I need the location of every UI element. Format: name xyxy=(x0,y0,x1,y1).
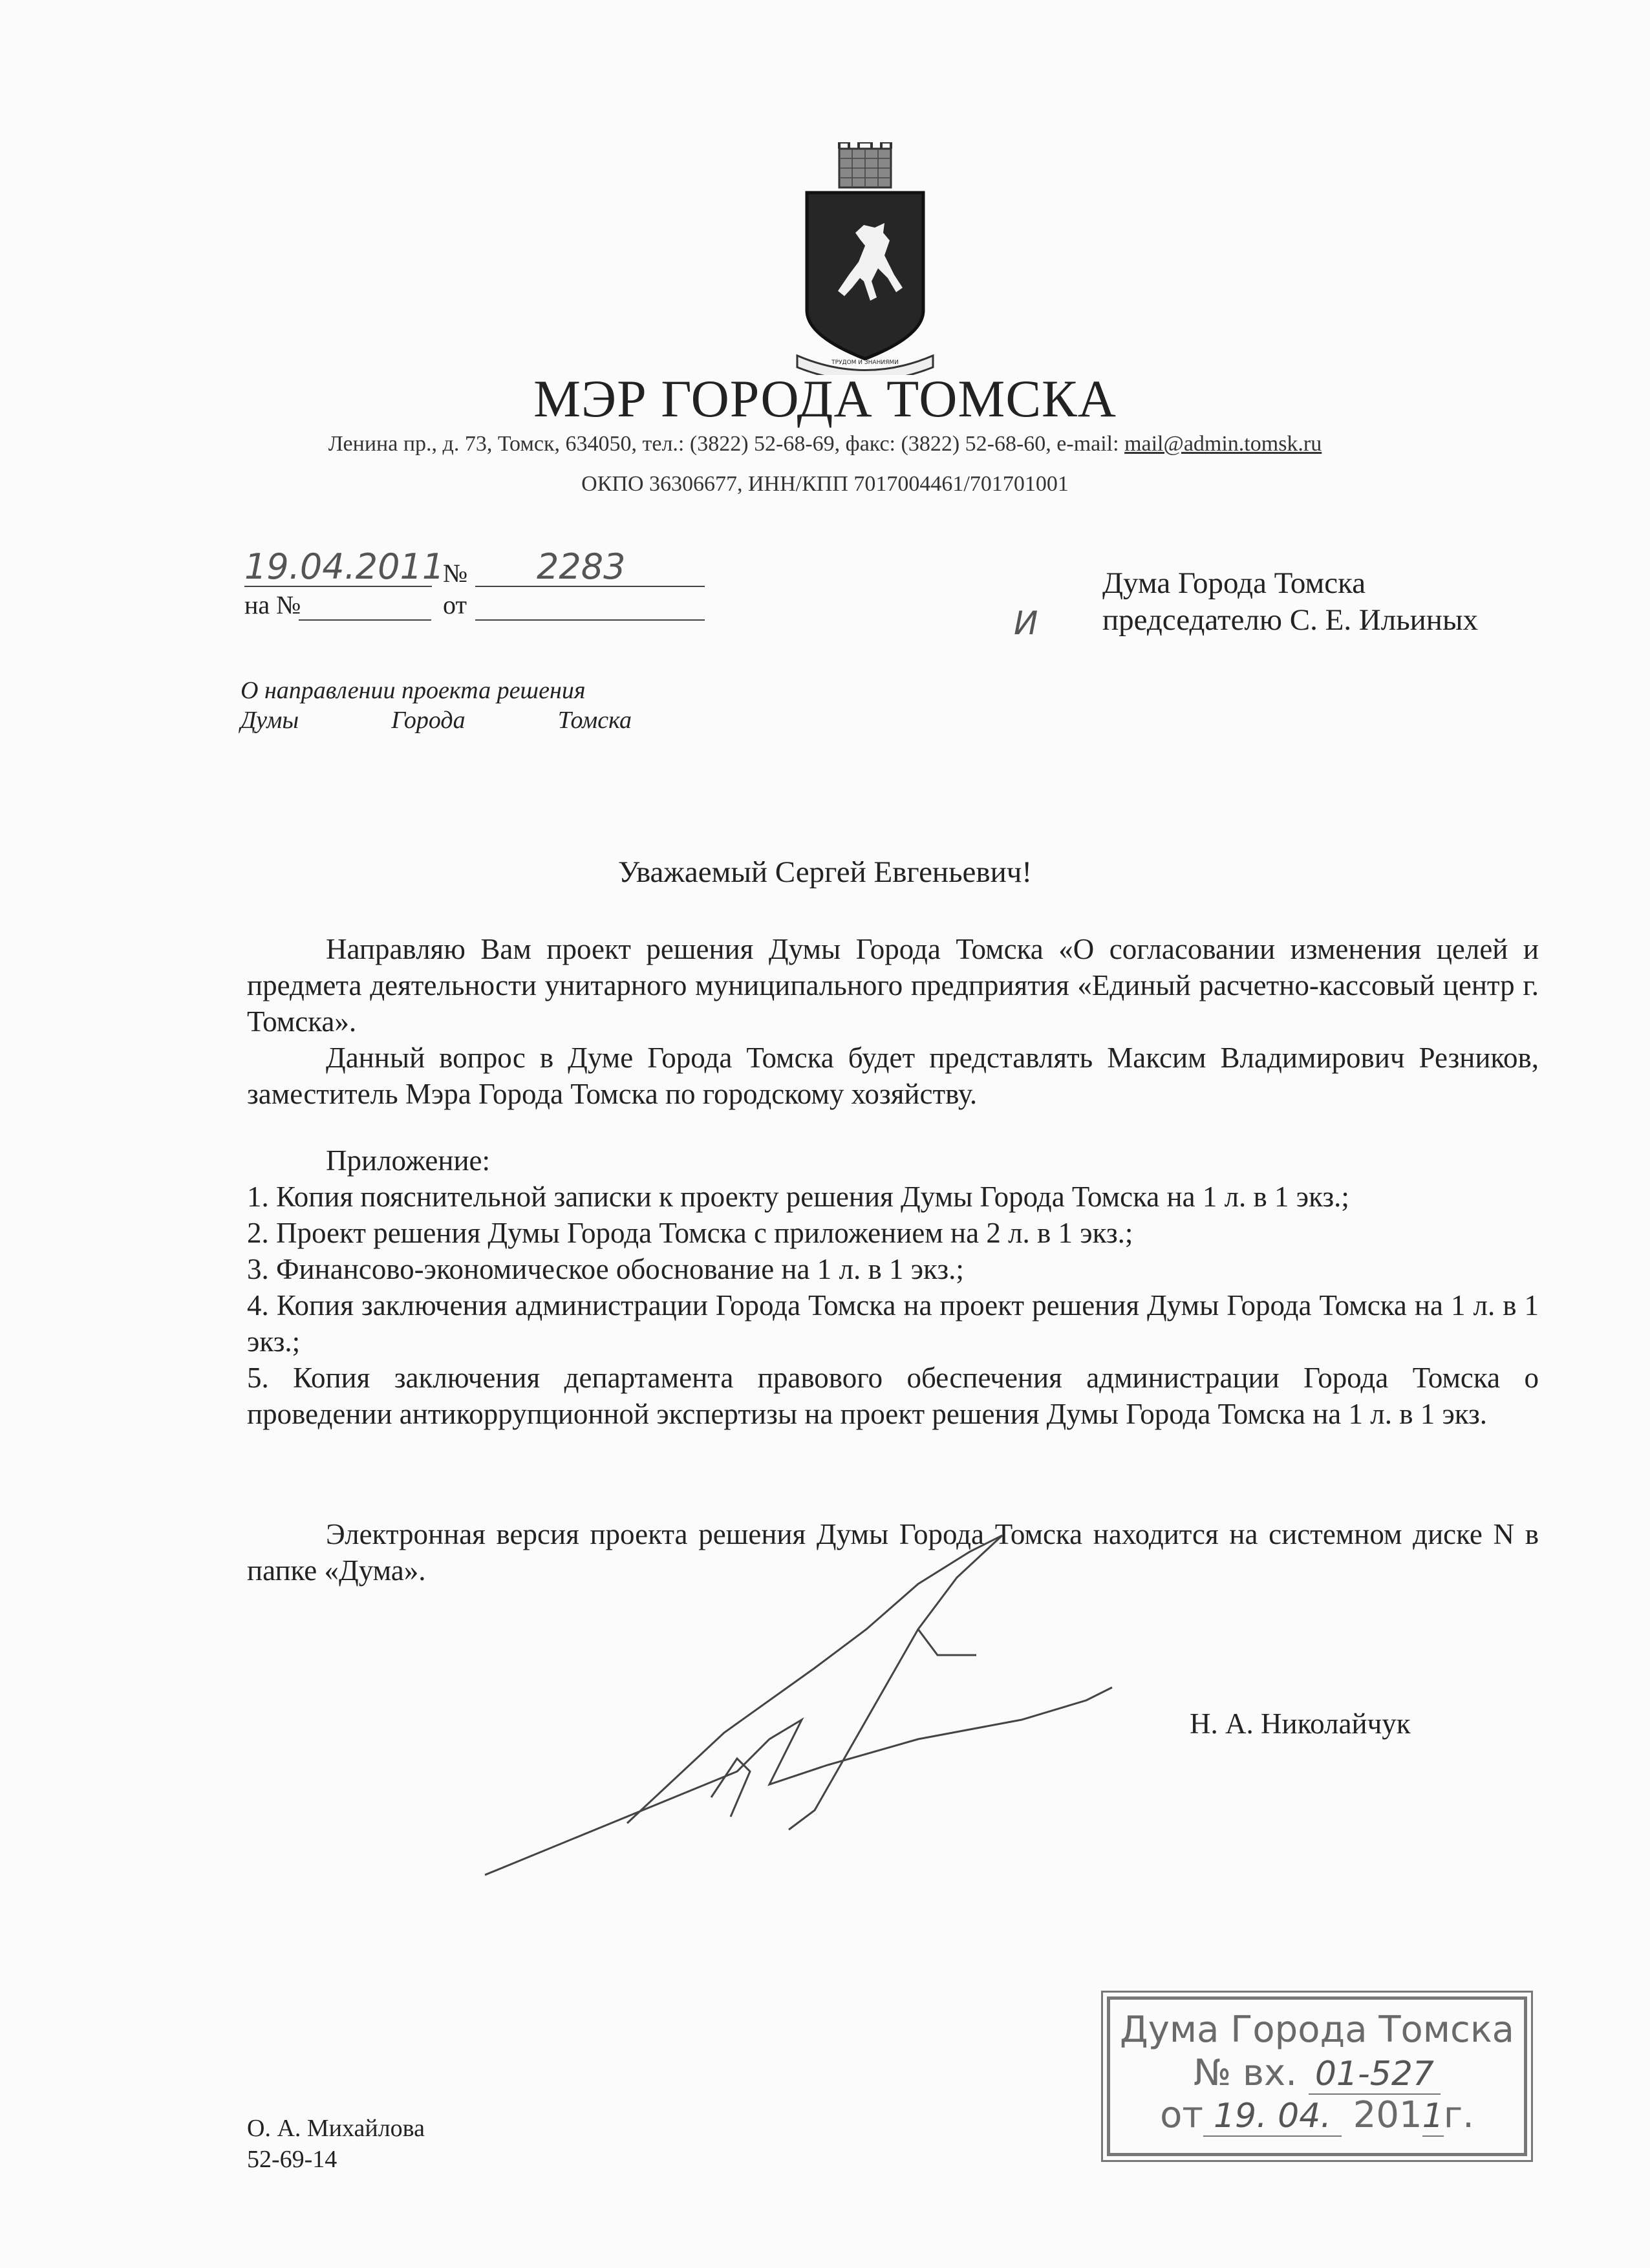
body-paragraph-2: Данный вопрос в Думе Города Томска будет представлять Максим Владимирович Резников, заместитель Мэра Города Томска по городскому хозяйству. xyxy=(247,1042,1539,1110)
email-link[interactable]: mail@admin.tomsk.ru xyxy=(1124,432,1322,456)
from-line xyxy=(475,619,705,621)
attachments-heading: Приложение: xyxy=(326,1144,491,1177)
body-paragraph-1: Направляю Вам проект решения Думы Города Томска «О согласовании изменения целей и предмета деятельности унитарного муниципального предприятия «Единый расчетно-кассовый центр г. Томска». xyxy=(247,933,1539,1038)
stamp-line3 xyxy=(1110,2094,1524,2136)
coat-of-arms-emblem xyxy=(788,142,943,375)
stamp-year-suffix: г. xyxy=(1443,2094,1474,2136)
stamp-incoming-number: 01-527 xyxy=(1309,2055,1441,2095)
attachment-item: 3. Финансово-экономическое обоснование на 1 л. в 1 экз.; xyxy=(247,1253,964,1285)
salutation: Уважаемый Сергей Евгеньевич! xyxy=(617,855,1033,889)
stamp-incoming-label: № вх. xyxy=(1194,2052,1297,2094)
letterhead-codes: ОКПО 36306677, ИНН/КПП 7017004461/701701001 xyxy=(581,472,1069,496)
stamp-line1: Дума Города Томска xyxy=(1120,2009,1514,2051)
stamp-date: 19. 04. xyxy=(1203,2097,1342,2137)
addressee-line2: председателю С. Е. Ильиных xyxy=(1102,603,1479,637)
outgoing-number: 2283 xyxy=(537,546,626,587)
reply-to-line xyxy=(299,619,431,621)
attachment-item: 1. Копия пояснительной записки к проекту решения Думы Города Томска на 1 л. в 1 экз.; xyxy=(247,1181,1349,1213)
subject-word: Города xyxy=(391,707,466,734)
letter-body xyxy=(247,931,1539,1112)
address-text: Ленина пр., д. 73, Томск, 634050, тел.: (3822) 52-68-69, факс: (3822) 52-68-60, e-mail: xyxy=(328,432,1119,456)
attachment-item: 4. Копия заключения администрации Города Томска на проект решения Думы Города Томска на 1 л. в 1 экз.; xyxy=(247,1289,1539,1358)
executor-phone: 52-69-14 xyxy=(247,2146,338,2173)
attachment-item: 2. Проект решения Думы Города Томска с приложением на 2 л. в 1 экз.; xyxy=(247,1217,1133,1249)
incoming-registration-stamp xyxy=(1107,1996,1527,2156)
stamp-line2 xyxy=(1110,2052,1524,2094)
subject-line1: О направлении проекта решения xyxy=(241,677,586,704)
signatory-name: Н. А. Николайчук xyxy=(1190,1707,1411,1740)
stamp-year-handwritten: 1 xyxy=(1422,2097,1444,2135)
electronic-note: Электронная версия проекта решения Думы Города Томска находится на системном диске N в папке «Дума». xyxy=(247,1518,1539,1587)
from-label: от xyxy=(443,590,467,619)
reply-to-label: на № xyxy=(244,590,301,619)
emblem-motto: ТРУДОМ И ЗНАНИЯМИ xyxy=(831,359,899,366)
outgoing-date-line xyxy=(244,586,432,587)
addressee-line1: Дума Города Томска xyxy=(1102,566,1366,600)
handwritten-signature xyxy=(466,1526,1241,1901)
margin-mark: И xyxy=(1014,604,1038,642)
subject-word: Думы xyxy=(241,707,299,734)
outgoing-number-label: № xyxy=(443,559,468,588)
emblem-icon xyxy=(788,142,943,375)
outgoing-date: 19.04.2011 xyxy=(244,546,445,587)
stamp-year-printed: 201 xyxy=(1353,2094,1422,2136)
letterhead-address xyxy=(0,432,1650,456)
subject-line2 xyxy=(241,706,632,734)
executor-name: О. А. Михайлова xyxy=(247,2115,425,2142)
attachment-item: 5. Копия заключения департамента правового обеспечения администрации Города Томска о проведении антикоррупционной экспертизы на проект решения Думы Города Томска на 1 л. в 1 экз. xyxy=(247,1362,1539,1430)
letterhead-title: МЭР ГОРОДА ТОМСКА xyxy=(533,369,1117,428)
attachments-block xyxy=(247,1142,1539,1432)
stamp-date-prefix: от xyxy=(1160,2094,1203,2136)
subject-word: Томска xyxy=(557,707,632,734)
outgoing-number-line xyxy=(475,586,705,587)
